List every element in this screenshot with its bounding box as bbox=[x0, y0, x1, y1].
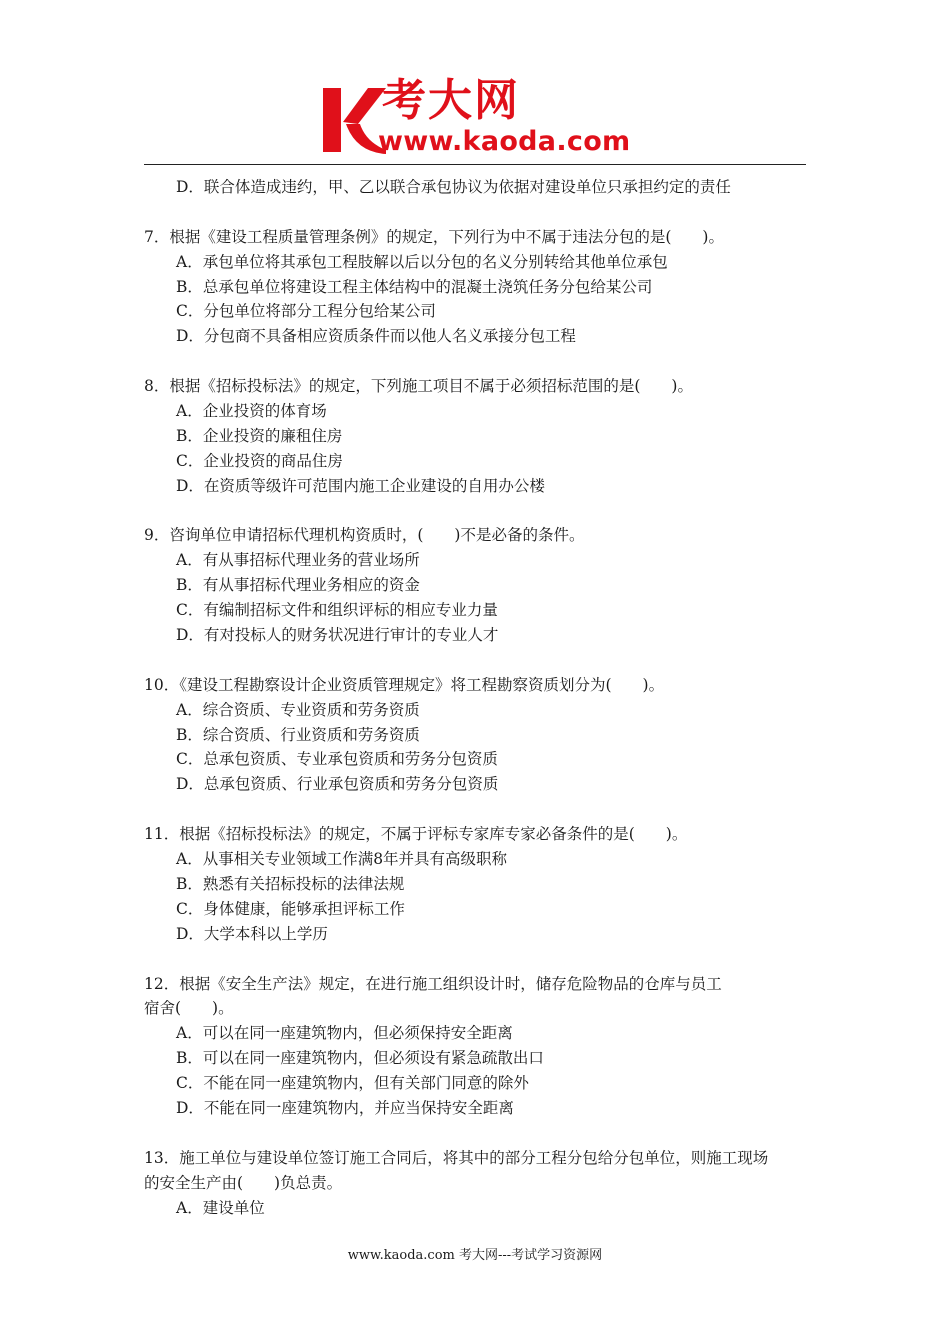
option-d: D．分包商不具备相应资质条件而以他人名义承接分包工程 bbox=[176, 327, 576, 346]
question-8 bbox=[144, 374, 809, 498]
question-13 bbox=[144, 1146, 809, 1221]
option-a: A．企业投资的体育场 bbox=[176, 402, 327, 421]
question-7 bbox=[144, 225, 809, 349]
option-c: C．有编制招标文件和组织评标的相应专业力量 bbox=[176, 601, 498, 620]
option-a: A．有从事招标代理业务的营业场所 bbox=[176, 551, 420, 570]
question-list bbox=[144, 175, 809, 1220]
k-logo-icon bbox=[320, 84, 386, 156]
question-stem: 9．咨询单位申请招标代理机构资质时，( )不是必备的条件。 bbox=[144, 526, 585, 545]
question-11 bbox=[144, 822, 809, 946]
question-stem: 10．《建设工程勘察设计企业资质管理规定》将工程勘察资质划分为( )。 bbox=[144, 675, 665, 694]
option-c: C．身体健康，能够承担评标工作 bbox=[176, 899, 405, 918]
question-stem: 12．根据《安全生产法》规定，在进行施工组织设计时，储存危险物品的仓库与员工 bbox=[144, 974, 722, 993]
option-d: D．大学本科以上学历 bbox=[176, 924, 328, 943]
option-b: B．企业投资的廉租住房 bbox=[176, 426, 343, 445]
question-stem: 13．施工单位与建设单位签订施工合同后，将其中的部分工程分包给分包单位，则施工现场 bbox=[144, 1148, 769, 1167]
option-a: A．承包单位将其承包工程肢解以后以分包的名义分别转给其他单位承包 bbox=[176, 252, 668, 271]
question-stem-continued: 的安全生产由( )负总责。 bbox=[144, 1173, 343, 1192]
question-stem: 11．根据《招标投标法》的规定，不属于评标专家库专家必备条件的是( )。 bbox=[144, 825, 688, 844]
option-a: A．可以在同一座建筑物内，但必须保持安全距离 bbox=[176, 1024, 513, 1043]
logo-url: www.kaoda.com bbox=[378, 126, 631, 157]
question-stem: 7．根据《建设工程质量管理条例》的规定，下列行为中不属于违法分包的是( )。 bbox=[144, 227, 724, 246]
option-c: C．分包单位将部分工程分包给某公司 bbox=[176, 302, 436, 321]
option-b: B．可以在同一座建筑物内，但必须设有紧急疏散出口 bbox=[176, 1049, 544, 1068]
option-d: D．有对投标人的财务状况进行审计的专业人才 bbox=[176, 626, 499, 645]
carry-over-option: D．联合体造成违约，甲、乙以联合承包协议为依据对建设单位只承担约定的责任 bbox=[176, 178, 731, 196]
page-footer: www.kaoda.com 考大网---考试学习资源网 bbox=[347, 1248, 603, 1263]
option-d: D．总承包资质、行业承包资质和劳务分包资质 bbox=[176, 775, 499, 794]
option-a: A．综合资质、专业资质和劳务资质 bbox=[176, 700, 420, 719]
question-9 bbox=[144, 523, 809, 647]
question-stem: 8．根据《招标投标法》的规定，下列施工项目不属于必须招标范围的是( )。 bbox=[144, 377, 693, 396]
header-divider bbox=[144, 164, 806, 165]
option-b: B．熟悉有关招标投标的法律法规 bbox=[176, 874, 405, 893]
option-c: C．不能在同一座建筑物内，但有关部门同意的除外 bbox=[176, 1074, 529, 1093]
page-header bbox=[144, 76, 806, 166]
option-d: D．不能在同一座建筑物内，并应当保持安全距离 bbox=[176, 1098, 514, 1117]
option-b: B．综合资质、行业资质和劳务资质 bbox=[176, 725, 420, 744]
question-10 bbox=[144, 673, 809, 797]
option-c: C．企业投资的商品住房 bbox=[176, 451, 343, 470]
option-a: A．建设单位 bbox=[176, 1198, 265, 1217]
question-12 bbox=[144, 972, 809, 1121]
option-c: C．总承包资质、专业承包资质和劳务分包资质 bbox=[176, 750, 498, 769]
question-stem-continued: 宿舍( )。 bbox=[144, 999, 234, 1018]
kaoda-logo bbox=[320, 75, 640, 160]
option-b: B．总承包单位将建设工程主体结构中的混凝土浇筑任务分包给某公司 bbox=[176, 277, 653, 296]
option-b: B．有从事招标代理业务相应的资金 bbox=[176, 576, 420, 595]
option-d: D．在资质等级许可范围内施工企业建设的自用办公楼 bbox=[176, 476, 545, 495]
logo-chinese-name: 考大网 bbox=[382, 75, 520, 126]
option-a: A．从事相关专业领域工作满8年并具有高级职称 bbox=[176, 850, 508, 869]
